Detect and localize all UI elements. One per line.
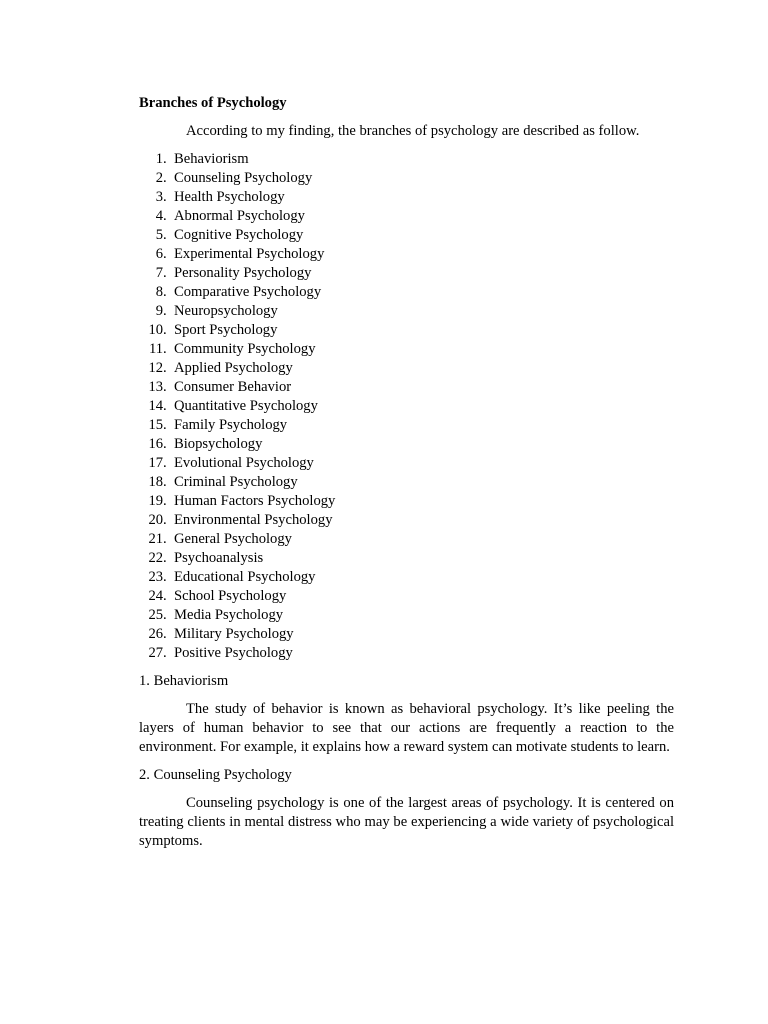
list-item-label: Counseling Psychology (174, 170, 313, 186)
section-body-behaviorism: The study of behavior is known as behavioral psychology. It’s like peeling the layers of human behavior to see that our actions are frequently a reaction to the environment. For example, it explains how a reward system can motivate students to learn. (139, 701, 674, 755)
list-item-label: Human Factors Psychology (174, 493, 336, 509)
list-item (139, 511, 674, 530)
list-item-label: Community Psychology (174, 341, 316, 357)
list-item-label: Family Psychology (174, 417, 288, 433)
list-item-label: Personality Psychology (174, 265, 312, 281)
list-item-number: 3. (155, 189, 174, 205)
list-item (139, 245, 674, 264)
list-item-number: 27. (148, 645, 174, 661)
list-item-number: 19. (148, 493, 174, 509)
list-item-number: 21. (148, 531, 174, 547)
intro-paragraph: According to my finding, the branches of psychology are described as follow. (186, 123, 640, 139)
list-item (139, 492, 674, 511)
list-item-number: 9. (155, 303, 174, 319)
list-item-label: Psychoanalysis (174, 550, 264, 566)
list-item-label: Comparative Psychology (174, 284, 322, 300)
list-item-label: Health Psychology (174, 189, 285, 205)
list-item-number: 17. (148, 455, 174, 471)
list-item (139, 321, 674, 340)
list-item-label: Quantitative Psychology (174, 398, 318, 414)
list-item-number: 10. (148, 322, 174, 338)
list-item (139, 397, 674, 416)
list-item (139, 606, 674, 625)
list-item (139, 416, 674, 435)
branch-list (139, 150, 674, 663)
list-item-label: Environmental Psychology (174, 512, 333, 528)
list-item-label: Behaviorism (174, 151, 249, 167)
list-item-number: 24. (148, 588, 174, 604)
list-item-label: Positive Psychology (174, 645, 293, 661)
list-item-number: 1. (155, 151, 174, 167)
list-item-label: Applied Psychology (174, 360, 293, 376)
sections-container (139, 672, 674, 851)
list-item (139, 644, 674, 663)
list-item-number: 23. (148, 569, 174, 585)
list-item-number: 12. (148, 360, 174, 376)
list-item-number: 4. (155, 208, 174, 224)
list-item-label: Biopsychology (174, 436, 263, 452)
list-item-label: Evolutional Psychology (174, 455, 314, 471)
list-item-number: 26. (148, 626, 174, 642)
list-item (139, 302, 674, 321)
list-item-number: 6. (155, 246, 174, 262)
list-item (139, 359, 674, 378)
list-item-label: Educational Psychology (174, 569, 316, 585)
list-item (139, 473, 674, 492)
list-item (139, 340, 674, 359)
list-item (139, 264, 674, 283)
list-item (139, 625, 674, 644)
list-item-label: Criminal Psychology (174, 474, 298, 490)
list-item (139, 169, 674, 188)
list-item (139, 587, 674, 606)
list-item (139, 435, 674, 454)
list-item-number: 22. (148, 550, 174, 566)
list-item (139, 549, 674, 568)
list-item (139, 150, 674, 169)
list-item-number: 20. (148, 512, 174, 528)
list-item (139, 530, 674, 549)
list-item-label: Military Psychology (174, 626, 294, 642)
document-title: Branches of Psychology (139, 95, 287, 111)
list-item-number: 11. (149, 341, 174, 357)
section-heading-behaviorism: 1. Behaviorism (139, 673, 229, 689)
list-item-label: General Psychology (174, 531, 292, 547)
list-item-number: 16. (148, 436, 174, 452)
list-item-label: Neuropsychology (174, 303, 278, 319)
list-item (139, 188, 674, 207)
list-item-label: Abnormal Psychology (174, 208, 305, 224)
list-item-number: 13. (148, 379, 174, 395)
list-item-number: 8. (155, 284, 174, 300)
list-item-number: 5. (155, 227, 174, 243)
list-item-number: 14. (148, 398, 174, 414)
list-item-number: 7. (155, 265, 174, 281)
section-body-counseling: Counseling psychology is one of the largest areas of psychology. It is centered on treating clients in mental distress who may be experiencing a wide variety of psychological symptoms. (139, 795, 674, 849)
list-item-label: Consumer Behavior (174, 379, 292, 395)
list-item-label: Media Psychology (174, 607, 284, 623)
list-item (139, 454, 674, 473)
list-item-label: Cognitive Psychology (174, 227, 304, 243)
list-item-number: 18. (148, 474, 174, 490)
list-item-label: Experimental Psychology (174, 246, 325, 262)
list-item-label: School Psychology (174, 588, 287, 604)
section-heading-counseling: 2. Counseling Psychology (139, 767, 292, 783)
list-item (139, 207, 674, 226)
list-item-label: Sport Psychology (174, 322, 278, 338)
document-page (139, 94, 674, 851)
list-item (139, 378, 674, 397)
list-item-number: 25. (148, 607, 174, 623)
list-item (139, 283, 674, 302)
list-item (139, 568, 674, 587)
list-item-number: 2. (155, 170, 174, 186)
list-item (139, 226, 674, 245)
list-item-number: 15. (148, 417, 174, 433)
